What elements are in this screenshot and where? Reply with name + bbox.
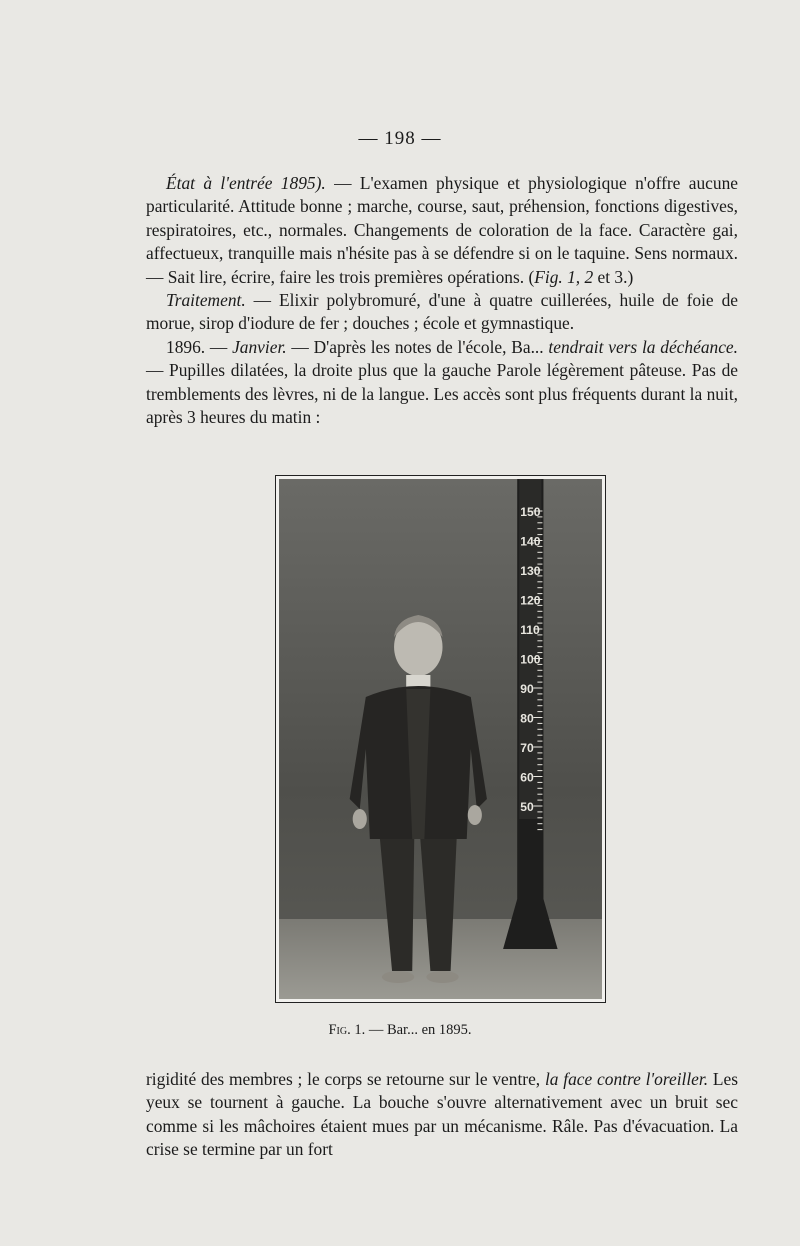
top-text-block [146, 172, 738, 429]
scale-label: 130 [520, 564, 541, 578]
paragraph-continuation-text: rigidité des membres ; le corps se retourne sur le ventre, [146, 1069, 545, 1089]
scale-label: 60 [520, 770, 534, 785]
scale-label: 150 [520, 505, 541, 519]
scale-label: 140 [520, 534, 541, 549]
paragraph-etat-text: — L'examen physique et physiologique n'offre aucune particularité. Attitude bonne ; marche, course, saut, préhension, fonctions digestives, respiratoires, etc., normales. Changements de coloration de la face. Caractère gai, affectueux, tranquille mais n'hésite pas à se défendre si on le taquine. Sens normaux. — Sait lire, écrire, faire les trois premières opérations. ( [146, 173, 738, 287]
scale-label: 50 [520, 800, 534, 814]
photo-boy-with-height-scale [279, 479, 602, 999]
scale-label: 90 [520, 682, 534, 696]
paragraph-traitement [146, 289, 738, 336]
bottom-text-block [146, 1068, 738, 1162]
scale-label: 80 [520, 711, 534, 726]
scale-label: 120 [520, 593, 541, 608]
caption-label: Fig. 1. [328, 1022, 366, 1038]
paragraph-1896-pre: 1896. — [166, 336, 233, 357]
paragraph-1896-text: — D'après les notes de l'école, Ba... [286, 336, 549, 357]
figure-ref: Fig. 1, 2 [534, 266, 594, 287]
paragraph-continuation [146, 1068, 738, 1162]
figure-photo [275, 475, 606, 1003]
paragraph-traitement-lead: Traitement. [166, 290, 246, 311]
paragraph-continuation-italic: la face contre l'oreiller. [544, 1069, 709, 1089]
caption-text: — Bar... en 1895. [365, 1022, 472, 1038]
scale-label: 110 [520, 623, 540, 637]
paragraph-etat-tail: et 3.) [593, 266, 634, 287]
paragraph-1896 [146, 336, 738, 430]
paragraph-continuation-tail: Les yeux se tournent à gauche. La bouche s'ouvre alternativement avec un bruit sec comme si les mâchoires étaient mues par un mécanisme. Râle. Pas d'évacuation. La crise se termine par un fort [146, 1069, 738, 1160]
paragraph-traitement-text: — Elixir polybromuré, d'une à quatre cuillerées, huile de foie de morue, sirop d'iodure de fer ; douches ; école et gymnastique. [146, 290, 738, 334]
scale-label: 70 [520, 741, 534, 755]
paragraph-1896-tail: — Pupilles dilatées, la droite plus que la gauche Parole légèrement pâteuse. Pas de tremblements des lèvres, ni de la langue. Les accès sont plus fréquents durant la nuit, après 3 heures du matin : [146, 360, 738, 428]
paragraph-1896-lead: Janvier. [232, 336, 287, 357]
paragraph-1896-italic: tendrait vers la déchéance. [548, 336, 738, 357]
paragraph-etat-lead: État à l'entrée 1895). [166, 173, 326, 193]
scale-label: 100 [520, 652, 541, 667]
paragraph-etat [146, 172, 738, 289]
figure-caption [0, 1022, 800, 1039]
page-number: — 198 — [358, 128, 442, 149]
